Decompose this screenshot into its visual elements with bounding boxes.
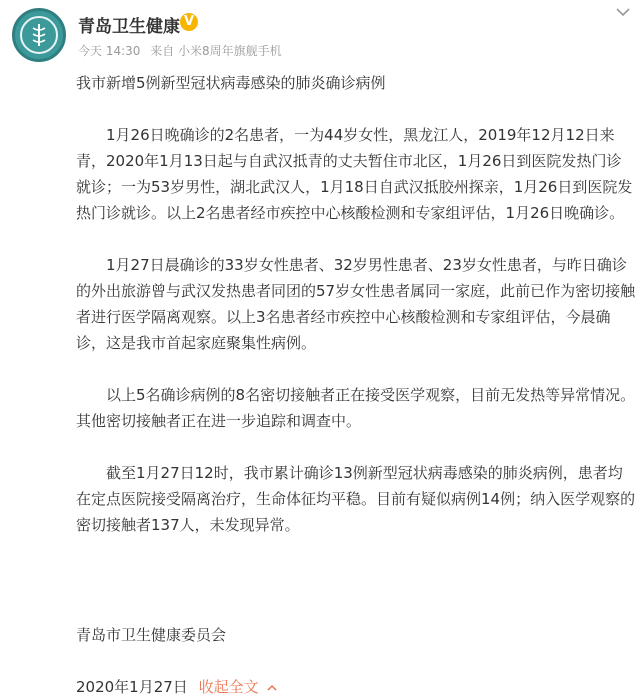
post-meta [78,42,288,59]
username[interactable]: 青岛卫生健康 [78,17,180,37]
post-time: 今天 14:30 [78,44,141,58]
post-headline: 我市新增5例新型冠状病毒感染的肺炎确诊病例 [76,74,386,92]
post-source[interactable]: 来自 小米8周年旗舰手机 [150,44,282,58]
chevron-down-icon[interactable] [613,4,633,20]
collapse-full-text-link[interactable] [199,678,278,696]
avatar[interactable] [12,8,66,62]
paragraph-1: 1月26日晚确诊的2名患者，一为44岁女性，黑龙江人，2019年12月12日来青，2020年1月13日起与自武汉抵青的丈夫暂住市北区，1月26日到医院发热门诊就诊；一为53岁男性，湖北武汉人，1月18日自武汉抵胶州探亲，1月26日到医院发热门诊就诊。以上2名患者经市疾控中心核酸检测和专家组评估，1月26日晚确诊。 [76,126,633,222]
paragraph-2: 1月27日晨确诊的33岁女性患者、32岁男性患者、23岁女性患者，与昨日确诊的外出旅游曾与武汉发热患者同团的57岁女性患者属同一家庭，此前已作为密切接触者进行医学隔离观察。以上3名患者经市疾控中心核酸检测和专家组评估，今晨确诊，这是我市首起家庭聚集性病例。 [76,256,636,352]
collapse-label: 收起全文 [198,678,259,696]
signature: 青岛市卫生健康委员会 [76,626,227,644]
post-header [0,0,643,70]
post-content [76,70,636,648]
avatar-emblem-icon [20,16,58,54]
post-date: 2020年1月27日 [76,678,188,696]
verified-badge-icon: V [180,13,198,31]
chevron-up-icon [267,683,277,693]
paragraph-4: 截至1月27日12时，我市累计确诊13例新型冠状病毒感染的肺炎病例，患者均在定点医院接受隔离治疗，生命体征均平稳。目前有疑似病例14例；纳入医学观察的密切接触者137人，未发现异常。 [76,464,636,534]
paragraph-3: 以上5名确诊病例的8名密切接触者正在接受医学观察，目前无发热等异常情况。其他密切接触者正在进一步追踪和调查中。 [76,386,636,430]
post-footer [76,676,277,698]
